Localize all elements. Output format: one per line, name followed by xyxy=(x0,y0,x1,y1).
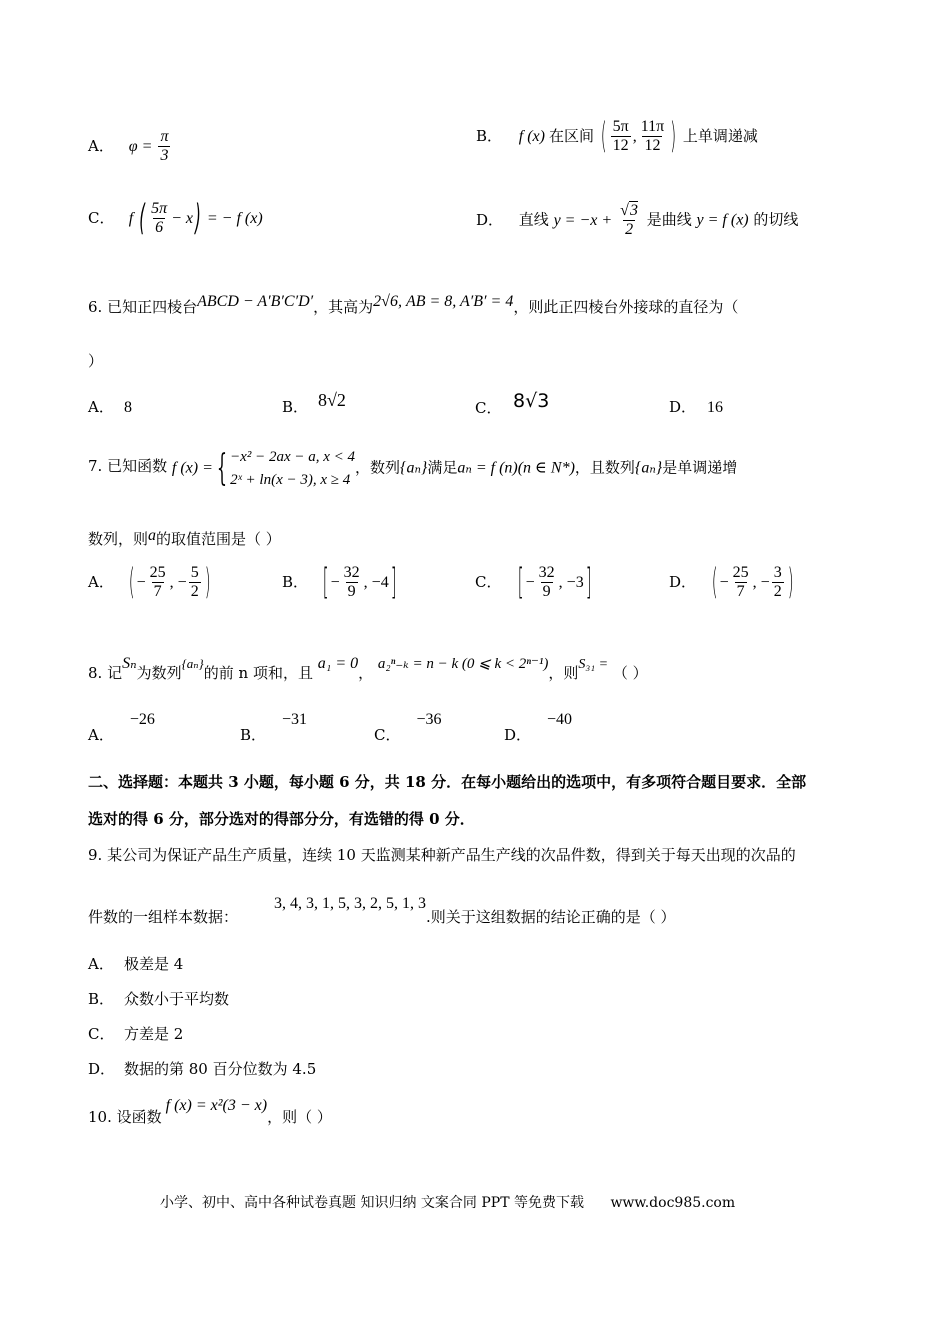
option-label: B． xyxy=(88,990,115,1008)
q7-math-c: aₙ = f (n)(n ∈ N*) xyxy=(457,459,575,477)
q6-stem-cont: ） xyxy=(88,352,104,370)
q5-option-a xyxy=(88,128,172,166)
option-value: 数据的第 80 百分位数为 4.5 xyxy=(124,1060,317,1078)
option-label: B． xyxy=(282,398,309,416)
footer xyxy=(160,1192,735,1212)
option-value: −26 xyxy=(129,711,155,728)
option-value: −31 xyxy=(282,711,308,728)
q7-option-c xyxy=(475,560,594,604)
q8-stem-b: 为数列 xyxy=(136,664,182,682)
q9-option-b xyxy=(88,988,229,1009)
q7-option-d xyxy=(669,560,796,604)
q6-stem xyxy=(88,293,739,317)
q8-option-a xyxy=(88,708,155,744)
q9-stem-line2 xyxy=(88,892,676,926)
q8-stem-e: （ ） xyxy=(612,664,648,682)
q5-d-math: y = −x + $\frac{√3}{2}$ xyxy=(553,202,638,239)
option-label: C． xyxy=(88,1025,115,1043)
option-value: 极差是 4 xyxy=(124,955,184,973)
option-value: 8√2 xyxy=(318,390,346,410)
q7-fx: f (x) = xyxy=(171,459,217,477)
q5-a-math: φ = $\frac{\pi}{3}$ xyxy=(128,128,169,165)
q7-a: a xyxy=(148,527,157,544)
q8-option-b xyxy=(240,708,308,744)
q10-stem xyxy=(88,1094,332,1126)
q8-math-b: a₂ⁿ₋ₖ = n − k (0 ⩽ k < 2ⁿ⁻¹) xyxy=(377,656,549,672)
option-value: 8 xyxy=(124,399,132,416)
option-label: B． xyxy=(282,572,309,591)
q5-b-text-post: 上单调递减 xyxy=(682,126,758,145)
option-label: C． xyxy=(475,399,502,417)
q9-line2a: 件数的一组样本数据： xyxy=(88,908,239,926)
q7-case2: 2ˣ + ln(x − 3), x ≥ 4 xyxy=(230,471,351,488)
q7-option-b xyxy=(282,560,399,604)
q9-option-a xyxy=(88,953,183,974)
option-label: C． xyxy=(374,726,401,744)
q8-option-c xyxy=(374,708,442,744)
q5-option-d xyxy=(476,202,798,240)
q6-stem-a: 6. 已知正四棱台 xyxy=(88,298,198,316)
option-value: [ − $\frac{32}{9}$ , −4 ] xyxy=(322,560,397,604)
q5-b-text: 在区间 xyxy=(548,126,594,145)
option-label: C． xyxy=(88,208,115,227)
option-label: A． xyxy=(88,398,114,416)
q8-option-d xyxy=(504,708,573,744)
q7-stem-cont xyxy=(88,528,281,549)
q8-sn: Sₙ xyxy=(122,655,137,672)
option-label: D． xyxy=(476,210,504,229)
q5-option-c xyxy=(88,196,263,240)
q5-d-text-post: 的切线 xyxy=(753,210,799,229)
q6-option-d xyxy=(669,396,723,417)
q6-option-b xyxy=(282,390,346,416)
q9-data: 3, 4, 3, 1, 5, 3, 2, 5, 1, 3 xyxy=(274,895,427,912)
q7-stem-e: 是单调递增 xyxy=(662,458,738,477)
q6-options xyxy=(88,390,888,420)
q7-options xyxy=(88,560,888,614)
option-label: A． xyxy=(88,955,114,973)
q6-option-c xyxy=(475,390,550,417)
option-value: 众数小于平均数 xyxy=(124,990,230,1008)
option-label: B． xyxy=(240,726,267,744)
q7-stem-b: ，数列 xyxy=(355,458,401,477)
q7-cases xyxy=(230,446,355,491)
option-label: A． xyxy=(88,726,114,744)
q8-stem xyxy=(88,652,648,682)
q5-c-math: f ( $\frac{5\pi}{6}$ − x ) = − f (x) xyxy=(128,196,263,240)
option-value: −36 xyxy=(416,711,442,728)
q6-option-a xyxy=(88,396,132,417)
q8-stem-a: 8. 记 xyxy=(88,664,123,682)
q9-option-c xyxy=(88,1023,183,1044)
q6-math-a: ABCD − A′B′C′D′ xyxy=(197,293,314,310)
q7-seq2: {aₙ} xyxy=(634,459,663,477)
option-label: D． xyxy=(669,572,697,591)
q6-stem-c: ，则此正四棱台外接球的直径为（ xyxy=(513,298,739,316)
q9-option-d xyxy=(88,1058,316,1079)
q5-d-text-mid: 是曲线 xyxy=(646,210,692,229)
q7-stem-a: 7. 已知函数 xyxy=(88,456,168,475)
q7-stem-c: 满足 xyxy=(427,458,458,477)
q7-stem-f: 数列，则 xyxy=(88,530,149,548)
q8-stem-c: 的前 n 项和，且 xyxy=(203,664,313,682)
q10-stem-b: ，则（ ） xyxy=(267,1108,332,1126)
q7-stem: 7. 已知函数 f (x) = { −x² − 2ax − a, x < 4 2ˣ + ln(x − 3), x ≥ 4 ，数列{aₙ}满足aₙ = f (n)(n ∈ N*)，且数列{aₙ}是单调递增 xyxy=(88,446,737,491)
footer-link[interactable]: www.doc985.com xyxy=(610,1195,736,1211)
option-label: C． xyxy=(475,572,502,591)
q6-stem-b: ，其高为 xyxy=(313,298,374,316)
option-label: B． xyxy=(476,126,503,145)
option-value: ( − $\frac{25}{7}$ , − $\frac{5}{2}$ ) xyxy=(128,560,211,604)
q8-options xyxy=(88,708,888,744)
q7-stem-g: 的取值范围是（ ） xyxy=(156,530,281,548)
q7-stem-d: ，且数列 xyxy=(574,458,635,477)
q9-line2b: .则关于这组数据的结论正确的是（ ） xyxy=(426,908,676,926)
option-label: D． xyxy=(669,398,697,416)
q7-option-a xyxy=(88,560,213,604)
option-label: A． xyxy=(88,136,114,155)
q6-math-b: 2√6, AB = 8, A′B′ = 4 xyxy=(373,293,514,310)
q5-option-b xyxy=(476,114,758,158)
option-label: A． xyxy=(88,572,114,591)
option-value: [ − $\frac{32}{9}$ , −3 ] xyxy=(517,560,592,604)
section2-heading-line2: 选对的得 6 分，部分选对的得部分分，有选错的得 0 分． xyxy=(88,810,475,828)
q8-comma: ， xyxy=(358,664,374,682)
option-value: 8√3 xyxy=(513,390,550,412)
option-value: −40 xyxy=(547,711,573,728)
q9-stem-line1: 9. 某公司为保证产品生产质量，连续 10 天监测某种新产品生产线的次品件数，得到关于每天出现的次品的 xyxy=(88,846,796,864)
q8-math-a: a₁ = 0 xyxy=(317,655,359,672)
q7-seq: {aₙ} xyxy=(400,459,428,477)
q5-b-fx: f (x) xyxy=(518,127,549,145)
option-value: 方差是 2 xyxy=(124,1025,184,1043)
q8-stem-d: ，则 xyxy=(548,664,579,682)
q8-seq: {aₙ} xyxy=(181,656,204,671)
option-label: D． xyxy=(504,726,532,744)
q8-math-c: S₃₁ = xyxy=(578,657,609,672)
q5-d-text: 直线 xyxy=(518,210,549,229)
option-label: D． xyxy=(88,1060,116,1078)
q10-math: f (x) = x²(3 − x) xyxy=(165,1097,268,1114)
q5-b-interval: ( $\frac{5\pi}{12}$ , $\frac{11\pi}{12}$ ) xyxy=(600,114,677,158)
q5-d-math2: y = f (x) xyxy=(696,211,749,229)
q10-stem-a: 10. 设函数 xyxy=(88,1108,162,1126)
section2-heading-line1: 二、选择题：本题共 3 小题，每小题 6 分，共 18 分．在每小题给出的选项中，有多项符合题目要求．全部 xyxy=(88,773,807,791)
q7-case1: −x² − 2ax − a, x < 4 xyxy=(230,449,356,465)
option-value: ( − $\frac{25}{7}$ , − $\frac{3}{2}$ ) xyxy=(711,560,794,604)
footer-text: 小学、初中、高中各种试卷真题 知识归纳 文案合同 PPT 等免费下载 xyxy=(160,1195,584,1211)
option-value: 16 xyxy=(707,399,723,416)
